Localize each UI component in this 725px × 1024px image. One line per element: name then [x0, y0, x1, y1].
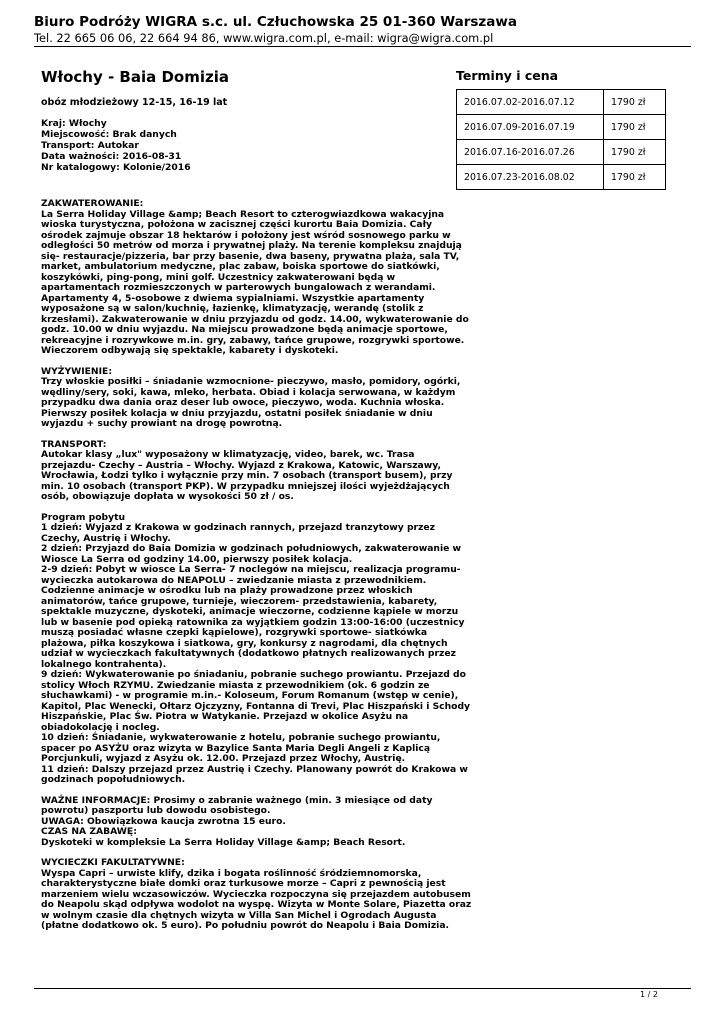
- section-line: 2-9 dzień: Pobyt w wiosce La Serra- 7 noclegów na miejscu, realizacja programu-: [41, 564, 461, 575]
- section-line: Kapitol, Plac Wenecki, Ołtarz Ojczyzny, Fontanna di Trevi, Plac Hiszpański i Schody: [41, 700, 471, 712]
- terms-panel: [456, 68, 666, 190]
- section-line: Wrocławia, Łodzi tylko i wyłącznie przy min. 7 osobach (transport busem), przy: [41, 470, 453, 481]
- section-line: przypadku dwa dania oraz deser lub owoce, pieczywo, woda. Kuchnia włoska.: [41, 397, 445, 408]
- section-line: plażowa, piłka koszykowa i siatkowa, gry, konkursy z nagrodami, dla chętnych: [41, 637, 448, 649]
- offer-title: Włochy - Baia Domizia: [41, 68, 229, 86]
- section-line: Codzienne animacje w ośrodku lub na plaży prowadzone przez włoskich: [41, 585, 413, 596]
- section-line: 9 dzień: Wykwaterowanie po śniadaniu, pobranie suchego prowiantu. Przejazd do: [41, 669, 466, 680]
- section: [41, 511, 471, 786]
- section-line: lub w basenie pod opieką ratownika za wyjątkiem godzin 13:00-16:00 (uczestnicy: [41, 616, 465, 628]
- section-line: odległości 50 metrów od morza i prywatnej plaży. Na terenie kompleksu znajdują: [41, 240, 462, 251]
- term-price: 1790 zł: [604, 90, 666, 115]
- meta-location: Miejscowość: Brak danych: [41, 129, 177, 140]
- meta-country: Kraj: Włochy: [41, 118, 107, 129]
- section-line: udział w wycieczkach fakultatywnych (dodatkowo płatnych realizowanych przez: [41, 648, 456, 659]
- company-contact: Tel. 22 665 06 06, 22 664 94 86, www.wigra.com.pl, e-mail: wigra@wigra.com.pl: [34, 31, 494, 45]
- section-line: krzesłami). Zakwaterowanie w dniu przyjazdu od godz. 14.00, wykwaterowanie do: [41, 313, 469, 325]
- section-line: się- restauracje/pizzeria, bar przy basenie, dwa baseny, prywatna plaża, sala TV,: [41, 250, 460, 262]
- header-divider: [34, 46, 691, 47]
- section-line: wycieczka autokarowa do NEAPOLU – zwiedzanie miasta z przewodnikiem.: [41, 574, 427, 586]
- offer-sections: [41, 198, 472, 932]
- section-line: La Serra Holiday Village &amp; Beach Resort to czterogwiazdkowa wakacyjna: [41, 208, 445, 220]
- terms-row: [457, 165, 666, 190]
- section-line: wioska turystyczna, położona w zacisznej części kurortu Baia Domizia. Cały: [41, 219, 433, 230]
- term-dates: 2016.07.09-2016.07.19: [457, 115, 604, 140]
- term-price: 1790 zł: [604, 165, 666, 190]
- section-line: (płatne dodatkowo ok. 5 euro). Po południu powrót do Neapolu i Baia Domizia.: [41, 920, 450, 931]
- section: [41, 438, 453, 503]
- company-name: Biuro Podróży WIGRA s.c. ul. Człuchowska 25 01-360 Warszawa: [34, 14, 517, 30]
- meta-validity: Data ważności: 2016-08-31: [41, 151, 182, 162]
- section-line: animatorów, tańce grupowe, turnieje, wieczorem- przedstawienia, kabarety,: [41, 595, 438, 607]
- section-line: CZAS NA ZABAWĘ:: [41, 826, 137, 837]
- offer-subtitle: obóz młodzieżowy 12-15, 16-19 lat: [41, 97, 228, 108]
- terms-title: Terminy i cena: [456, 68, 559, 83]
- section-line: powrotu) paszportu lub dowodu osobistego.: [41, 805, 271, 816]
- section-line: słuchawkami) - w programie m.in.- Koloseum, Forum Romanum (wstęp w cenie),: [41, 690, 459, 701]
- section-line: obiadokolację i nocleg.: [41, 721, 160, 733]
- section-line: w wolnym czasie dla chętnych wizyta w Villa San Michel i Ogrodach Augusta: [41, 909, 437, 921]
- section-line: 10 dzień: Śniadanie, wykwaterowanie z hotelu, pobranie suchego prowiantu,: [41, 732, 441, 743]
- section-heading: WYCIECZKI FAKULTATYWNE:: [41, 857, 185, 868]
- section-heading: WYŻYWIENIE:: [41, 365, 112, 377]
- section-line: apartamentach rozmieszczonych w parterowych bungalowach z werandami.: [41, 282, 436, 293]
- section-line: wyjazdu + suchy prowiant na drogę powrotną.: [41, 418, 283, 429]
- footer-divider: [34, 988, 691, 989]
- page-number: 1 / 2: [640, 990, 658, 999]
- section-line: spektakle muzyczne, dyskoteki, animacje wieczorne, codzienne kąpiele w morzu: [41, 606, 459, 617]
- offer-main: [41, 68, 472, 942]
- terms-table: [456, 89, 666, 190]
- section-line: 1 dzień: Wyjazd z Krakowa w godzinach rannych, przejazd tranzytowy przez: [41, 522, 435, 533]
- section-line: wyposażone są w salon/kuchnię, łazienkę, klimatyzację, werandę (stolik z: [41, 303, 424, 314]
- section-line: koszykówki, ping-pong, mini golf. Uczestnicy zakwaterowani będą w: [41, 271, 396, 283]
- section-line: Wyspa Capri – urwiste klify, dzika i bogata roślinność śródziemnomorska,: [41, 867, 422, 879]
- section: [41, 198, 469, 357]
- section-line: stolicy Włoch RZYMU. Zwiedzanie miasta z przewodnikiem (ok. 6 godzin ze: [41, 679, 430, 691]
- section-line: Porcjunkuli, wyjazd z Asyżu ok. 12.00. Przejazd przez Włochy, Austrię.: [41, 753, 406, 764]
- terms-row: [457, 115, 666, 140]
- section-line: rekreacyjne i rozrywkowe m.in. gry, zabawy, tańce grupowe, rozgrywki sportowe.: [41, 334, 465, 346]
- section-line: Apartamenty 4, 5-osobowe z dwiema sypialniami. Wszystkie apartamenty: [41, 292, 425, 304]
- section-line: market, ambulatorium medyczne, plac zabaw, boiska sportowe do siatkówki,: [41, 261, 440, 272]
- terms-row: [457, 90, 666, 115]
- section-line: Autokar klasy „lux" wyposażony w klimatyzację, video, barek, wc. Trasa: [41, 449, 415, 460]
- meta-transport: Transport: Autokar: [41, 140, 139, 151]
- section-heading: Program pobytu: [41, 511, 126, 523]
- terms-row: [457, 140, 666, 165]
- section-line: charakterystyczne białe domki oraz turkusowe morze – Capri z pewnością jest: [41, 878, 446, 889]
- term-price: 1790 zł: [604, 140, 666, 165]
- section-heading: TRANSPORT:: [41, 438, 107, 450]
- section-line: przejazdu- Czechy – Austria – Włochy. Wyjazd z Krakowa, Katowic, Warszawy,: [41, 459, 441, 471]
- section-line: Wiosce La Serra od godziny 14.00, pierwszy posiłek kolacja.: [41, 553, 353, 565]
- offer-meta: [41, 118, 446, 173]
- section: [41, 857, 472, 932]
- term-dates: 2016.07.23-2016.08.02: [457, 165, 604, 190]
- section-line: godzinach popołudniowych.: [41, 774, 186, 785]
- section-line: Wieczorem odbywają się spektakle, kabarety i dyskoteki.: [41, 345, 339, 356]
- section: [41, 365, 461, 430]
- section-line: wędliny/sery, soki, kawa, mleko, herbata. Obiad i kolacja serwowana, w każdym: [41, 386, 456, 398]
- section-line: godz. 10.00 w dniu wyjazdu. Na miejscu prowadzone będą animacje sportowe,: [41, 324, 448, 335]
- section-line: Pierwszy posiłek kolacja w dniu przyjazdu, ostatni posiłek śniadanie w dniu: [41, 407, 433, 419]
- term-dates: 2016.07.02-2016.07.12: [457, 90, 604, 115]
- section-line: ośrodek zajmuje obszar 18 hektarów i położony jest wśród sosnowego parku w: [41, 229, 451, 241]
- section-line: Trzy włoskie posiłki – śniadanie wzmocnione- pieczywo, masło, pomidory, ogórki,: [41, 376, 461, 387]
- section-line: osób, obowiązuje dopłata w wysokości 50 zł / os.: [41, 491, 294, 502]
- section-line: muszą posiadać własne czepki kąpielowe), rozgrywki sportowe- siatkówka: [41, 627, 428, 638]
- section-line: Czechy, Austrię i Włochy.: [41, 532, 171, 544]
- section-heading: WAŻNE INFORMACJE: Prosimy o zabranie ważnego (min. 3 miesiące od daty: [41, 794, 433, 806]
- section-line: UWAGA: Obowiązkowa kaucja zwrotna 15 euro.: [41, 815, 286, 827]
- section-line: min. 10 osobach (transport PKP). W przypadku mniejszej ilości wyjeżdżających: [41, 480, 450, 492]
- section-line: Hiszpańskie, Plac Św. Piotra w Watykanie. Przejazd w okolice Asyżu na: [41, 711, 409, 722]
- meta-catalog-number: Nr katalogowy: Kolonie/2016: [41, 162, 191, 173]
- term-dates: 2016.07.16-2016.07.26: [457, 140, 604, 165]
- section-heading: ZAKWATEROWANIE:: [41, 198, 144, 209]
- page-header: [34, 14, 517, 45]
- section-line: marzeniem wielu wczasowiczów. Wycieczka rozpoczyna się przejazdem autobusem: [41, 888, 471, 900]
- section-line: spacer po ASYŻU oraz wizyta w Bazylice Santa Maria Degli Angeli z Kaplicą: [41, 742, 431, 754]
- section-line: 11 dzień: Dalszy przejazd przez Austrię i Czechy. Planowany powrót do Krakowa w: [41, 763, 468, 775]
- section-line: lokalnego kontrahenta).: [41, 658, 167, 670]
- section-line: Dyskoteki w kompleksie La Serra Holiday Village &amp; Beach Resort.: [41, 836, 406, 848]
- term-price: 1790 zł: [604, 115, 666, 140]
- section-line: 2 dzień: Przyjazd do Baia Domizia w godzinach południowych, zakwaterowanie w: [41, 543, 462, 554]
- section-line: do Neapolu skąd odpływa wodolot na wyspę. Wizyta w Monte Solare, Piazetta oraz: [41, 899, 472, 910]
- section: [41, 796, 446, 849]
